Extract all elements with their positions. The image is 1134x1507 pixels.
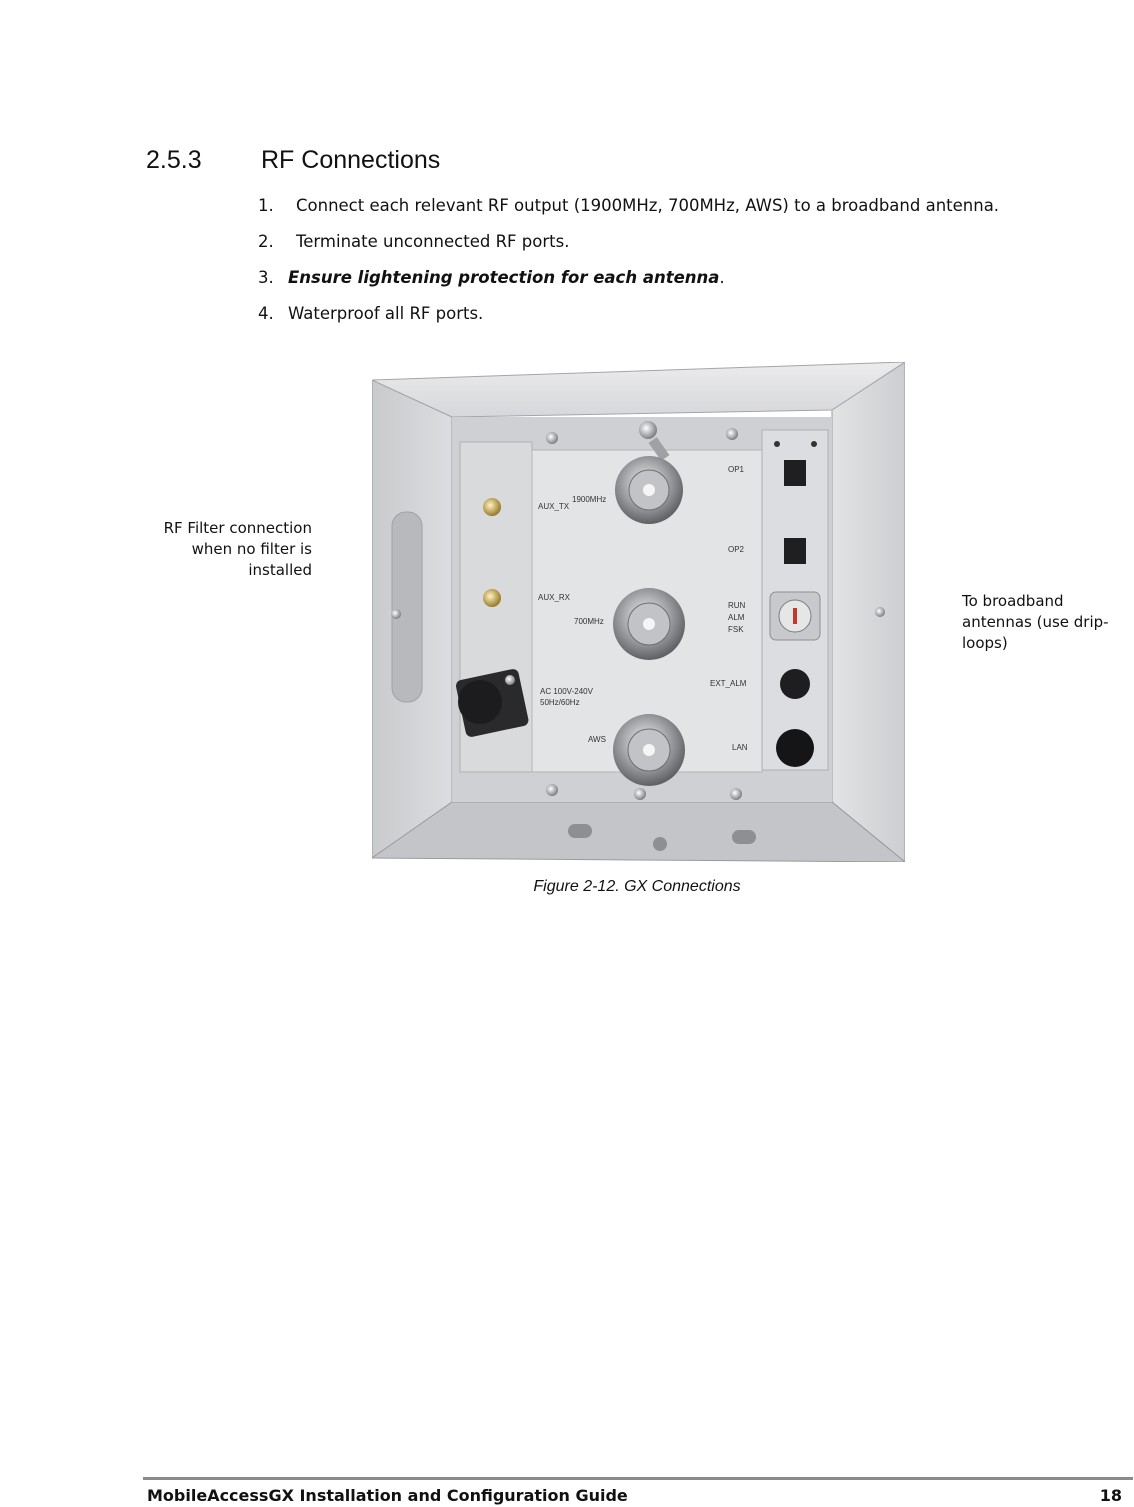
steps-list [258,188,999,332]
rf-filter-callout [122,518,312,581]
list-item [258,224,999,260]
callout-line: RF Filter connection [163,519,312,537]
label-aws: AWS [588,735,606,744]
footer-divider [143,1477,1133,1480]
step-number: 1. [258,196,274,215]
list-item [258,260,999,296]
label-ext-alm: EXT_ALM [710,679,747,688]
label-1900mhz: 1900MHz [572,495,607,504]
step-suffix: . [719,268,725,287]
section-number: 2.5.3 [146,146,202,174]
step-text: Connect each relevant RF output (1900MHz, 700MHz, AWS) to a broadband antenna. [296,196,1000,215]
label-aux-tx: AUX_TX [538,502,570,511]
section-heading [146,146,440,175]
callout-line: antennas (use drip- [962,613,1109,631]
label-aux-rx: AUX_RX [538,593,571,602]
step-number: 3. [258,268,274,287]
label-alm: ALM [728,613,745,622]
label-ac: AC 100V-240V [540,687,593,696]
list-item [258,188,999,224]
connector-1900mhz-icon [615,456,683,524]
label-lan: LAN [732,743,748,752]
label-hz: 50Hz/60Hz [540,698,580,707]
broadband-callout [962,591,1132,654]
label-op2: OP2 [728,545,745,554]
step-number: 4. [258,304,274,323]
callout-line: To broadband [962,592,1064,610]
callout-line: loops) [962,634,1008,652]
figure-caption: Figure 2-12. GX Connections [533,878,741,895]
step-number: 2. [258,232,274,251]
step-text: Waterproof all RF ports. [288,304,484,323]
label-op1: OP1 [728,465,745,474]
step-text-emphasis: Ensure lightening protection for each antenna [288,268,720,287]
lan-port [776,729,814,767]
op1-port [784,460,806,486]
page-number: 18 [1099,1486,1122,1505]
label-fsk: FSK [728,625,744,634]
section-title: RF Connections [261,146,441,174]
list-item [258,296,999,332]
callout-line: when no filter is [191,540,312,558]
ext-alm-port [780,669,810,699]
op2-port [784,538,806,564]
connector-700mhz-icon [613,588,685,660]
footer-title: MobileAccessGX Installation and Configuration Guide [147,1486,628,1505]
gx-enclosure-illustration [372,362,905,862]
callout-line: installed [248,561,312,579]
gx-connections-photo [372,362,905,862]
connector-aws-icon [613,714,685,786]
label-run: RUN [728,601,746,610]
step-text: Terminate unconnected RF ports. [296,232,570,251]
label-700mhz: 700MHz [574,617,604,626]
